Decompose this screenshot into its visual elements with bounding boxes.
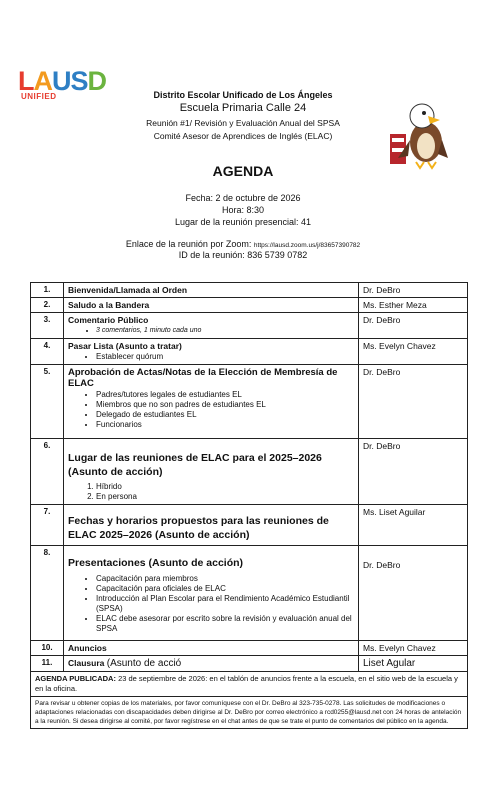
item-presenter: Ms. Esther Meza — [359, 298, 468, 313]
district-name: Distrito Escolar Unificado de Los Ángeles — [153, 90, 333, 100]
item-number: 8. — [31, 546, 64, 641]
list-item: • 3 comentarios, 1 minuto cada uno — [96, 326, 354, 336]
table-row — [31, 439, 468, 505]
list-item: • Miembros que no son padres de estudiantes EL — [96, 400, 354, 410]
agenda-table — [30, 282, 468, 729]
item-number: 4. — [31, 339, 64, 365]
item-title: Clausura — [68, 658, 105, 668]
meeting-name: Reunión #1/ Revisión y Evaluación Anual del SPSA — [146, 118, 340, 128]
item-title-cell — [64, 656, 359, 672]
meeting-place: Lugar de la reunión presencial: 41 — [174, 217, 312, 227]
published-notice — [31, 672, 468, 697]
item-presenter: Dr. DeBro — [359, 313, 468, 339]
table-row — [31, 546, 468, 641]
zoom-label: Enlace de la reunión por Zoom: — [125, 239, 252, 249]
item-number: 2. — [31, 298, 64, 313]
school-name: Escuela Primaria Calle 24 — [179, 102, 307, 114]
item-number: 1. — [31, 283, 64, 298]
item-number: 7. — [31, 505, 64, 546]
item-title: Fechas y horarios propuestos para las reuniones de ELAC 2025–2026 (Asunto de acción) — [68, 515, 329, 541]
logo-subtitle: UNIFIED — [21, 92, 57, 101]
item-title: Anuncios — [68, 643, 107, 653]
item-title-cell — [64, 365, 359, 439]
item-title-cell — [64, 283, 359, 298]
list-item: • Funcionarios — [96, 420, 354, 430]
committee-name: Comité Asesor de Aprendices de Inglés (ELAC) — [153, 131, 333, 141]
table-row — [31, 298, 468, 313]
zoom-line — [0, 239, 486, 249]
item-title: Aprobación de Actas/Notas de la Elección de Membresía de ELAC — [68, 367, 338, 389]
table-row — [31, 656, 468, 672]
published-text: 23 de septiembre de 2026: en el tablón de anuncios frente a la escuela, en el sitio web de la escuela y en la oficina. — [35, 674, 458, 693]
list-item: 1. Híbrido — [96, 482, 354, 492]
published-label: AGENDA PUBLICADA: — [35, 674, 116, 683]
list-item: • Capacitación para miembros — [96, 574, 354, 584]
item-presenter: Dr. DeBro — [359, 546, 468, 641]
page-title: AGENDA — [212, 163, 274, 179]
item-title: Lugar de las reuniones de ELAC para el 2025–2026 (Asunto de acción) — [68, 452, 322, 478]
table-row — [31, 365, 468, 439]
table-row — [31, 641, 468, 656]
item-title-cell — [64, 505, 359, 546]
item-presenter: Ms. Evelyn Chavez — [359, 339, 468, 365]
table-row — [31, 339, 468, 365]
list-item: • Establecer quórum — [96, 352, 354, 362]
meeting-time: Hora: 8:30 — [221, 205, 265, 215]
item-title: Bienvenida/Llamada al Orden — [68, 285, 188, 295]
table-row — [31, 697, 468, 729]
table-row — [31, 505, 468, 546]
item-title: Comentario Público — [68, 315, 149, 325]
list-item: • Delegado de estudiantes EL — [96, 410, 354, 420]
item-title-cell — [64, 641, 359, 656]
item-title-cell — [64, 439, 359, 505]
item-title-extra: (Asunto de acció — [106, 658, 182, 669]
item-title-cell — [64, 298, 359, 313]
item-number: 10. — [31, 641, 64, 656]
item-title-cell — [64, 339, 359, 365]
item-title-cell — [64, 313, 359, 339]
accessibility-notice: Para revisar u obtener copias de los materiales, por favor comuníquese con el Dr. DeBro al 323-735-0278. Las solicitudes de modificaciones o adaptaciones relacionadas con discapacidades deben dirigirse al Dr. DeBro por correo electrónico a rcd0255@lausd.net con 24 horas de antelación a la reunión. Si desea dirigirse al comité, por favor regístrese en el chat antes de que se trate el punto de comentarios del público en la agenda. — [31, 697, 468, 729]
meeting-date: Fecha: 2 de octubre de 2026 — [185, 193, 301, 203]
item-title: Saludo a la Bandera — [68, 300, 150, 310]
item-number: 5. — [31, 365, 64, 439]
item-presenter: Dr. DeBro — [359, 439, 468, 505]
item-number: 3. — [31, 313, 64, 339]
item-number: 11. — [31, 656, 64, 672]
zoom-meeting-id: ID de la reunión: 836 5739 0782 — [178, 250, 308, 260]
item-presenter: Liset Agular — [359, 656, 468, 672]
list-item: • ELAC debe asesorar por escrito sobre la revisión y evaluación anual del SPSA — [96, 614, 354, 634]
list-item: • Padres/tutores legales de estudiantes EL — [96, 390, 354, 400]
list-item: 2. En persona — [96, 492, 354, 502]
item-number: 6. — [31, 439, 64, 505]
table-row — [31, 672, 468, 697]
zoom-link[interactable]: https://lausd.zoom.us/j/83657390782 — [253, 242, 361, 249]
item-presenter: Ms. Evelyn Chavez — [359, 641, 468, 656]
table-row — [31, 313, 468, 339]
item-presenter: Ms. Liset Aguilar — [359, 505, 468, 546]
list-item: • Introducción al Plan Escolar para el Rendimiento Académico Estudiantil (SPSA) — [96, 594, 354, 614]
item-title-cell — [64, 546, 359, 641]
logo-wordmark: LAUSD — [18, 66, 107, 96]
item-presenter: Dr. DeBro — [359, 365, 468, 439]
eagle-mascot-image — [388, 100, 452, 170]
table-row — [31, 283, 468, 298]
list-item: • Capacitación para oficiales de ELAC — [96, 584, 354, 594]
item-title: Presentaciones (Asunto de acción) — [68, 557, 244, 569]
item-title: Pasar Lista (Asunto a tratar) — [68, 341, 182, 351]
item-presenter: Dr. DeBro — [359, 283, 468, 298]
